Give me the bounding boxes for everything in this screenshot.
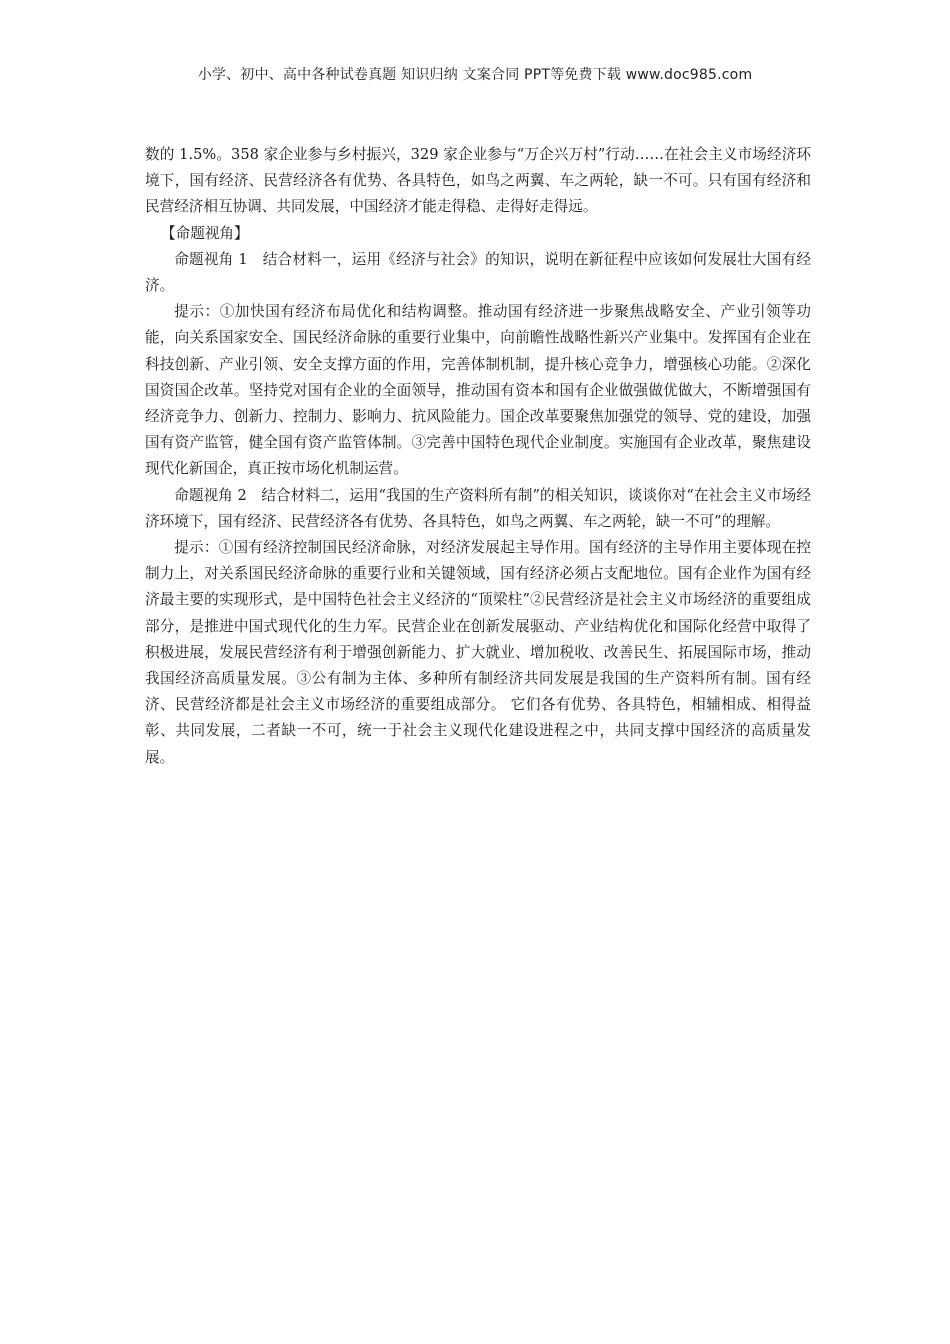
answer-2: 提示：①国有经济控制国民经济命脉，对经济发展起主导作用。国有经济的主导作用主要体现在控制力上，对关系国民经济命脉的重要行业和关键领域，国有经济必须占支配地位。国有企业作为国有经济最主要的实现形式，是中国特色社会主义经济的“顶梁柱”②民营经济是社会主义市场经济的重要组成部分，是推进中国式现代化的生力军。民营企业在创新发展驱动、产业结构优化和国际化经营中取得了积极进展，发展民营经济有利于增强创新能力、扩大就业、增加税收、改善民生、拓展国际市场，推动我国经济高质量发展。③公有制为主体、多种所有制经济共同发展是我国的生产资料所有制。国有经济、民营经济都是社会主义市场经济的重要组成部分。 它们各有优势、各具特色，相辅相成、相得益彰、共同发展，二者缺一不可，统一于社会主义现代化建设进程之中，共同支撑中国经济的高质量发展。 <box>145 539 811 766</box>
answer-1: 提示：①加快国有经济布局优化和结构调整。推动国有经济进一步聚焦战略安全、产业引领等功能，向关系国家安全、国民经济命脉的重要行业集中，向前瞻性战略性新兴产业集中。发挥国有企业在科技创新、产业引领、安全支撑方面的作用，完善体制机制，提升核心竞争力，增强核心功能。②深化国资国企改革。坚持党对国有企业的全面领导，推动国有资本和国有企业做强做优做大，不断增强国有经济竞争力、创新力、控制力、影响力、抗风险能力。国企改革要聚焦加强党的领导、党的建设，加强国有资产监管，健全国有资产监管体制。③完善中国特色现代企业制度。实施国有企业改革，聚焦建设现代化新国企，真正按市场化机制运营。 <box>145 303 811 478</box>
question-2: 命题视角 2 结合材料二，运用“我国的生产资料所有制”的相关知识，谈谈你对“在社会主义市场经济环境下，国有经济、民营经济各有优势、各具特色，如鸟之两翼、车之两轮，缺一不可”的理解。 <box>145 486 811 530</box>
page-header: 小学、初中、高中各种试卷真题 知识归纳 文案合同 PPT等免费下载 www.doc985.com <box>197 67 753 83</box>
intro-paragraph: 数的 1.5%。358 家企业参与乡村振兴，329 家企业参与“万企兴万村”行动……在社会主义市场经济环境下，国有经济、民营经济各有优势、各具特色，如鸟之两翼、车之两轮，缺一不可。只有国有经济和民营经济相互协调、共同发展，中国经济才能走得稳、走得好走得远。 <box>145 146 811 216</box>
document-body <box>145 142 811 771</box>
question-1: 命题视角 1 结合材料一，运用《经济与社会》的知识，说明在新征程中应该如何发展壮大国有经济。 <box>145 250 811 295</box>
section-label: 【命题视角】 <box>161 224 249 242</box>
